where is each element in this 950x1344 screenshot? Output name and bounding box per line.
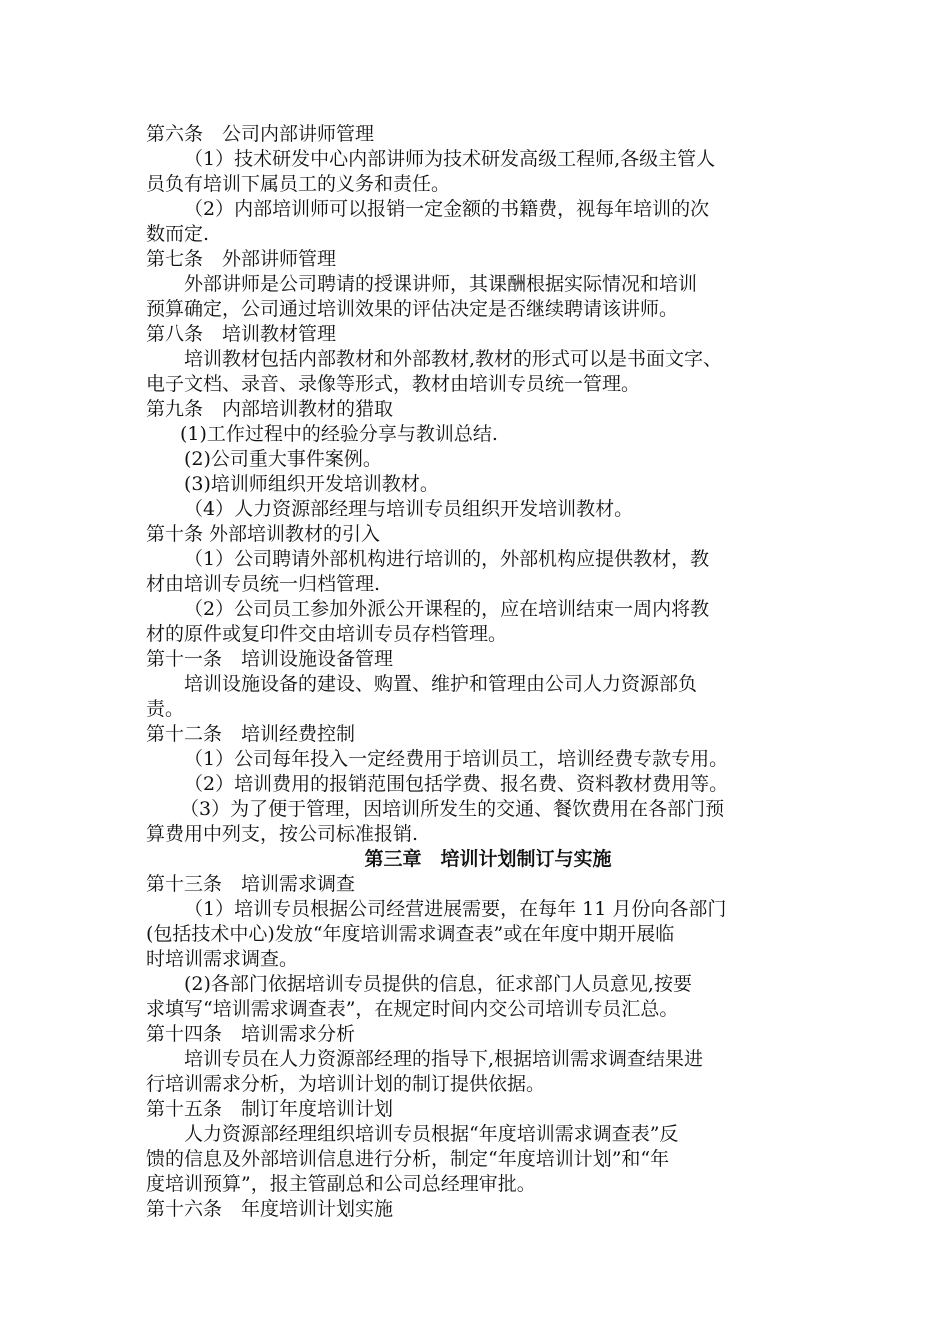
text-line: （1）培训专员根据公司经营进展需要，在每年 11 月份向各部门 <box>184 898 727 920</box>
text-line: （1）公司聘请外部机构进行培训的，外部机构应提供教材，教 <box>184 548 710 570</box>
text-line: 电子文档、录音、录像等形式，教材由培训专员统一管理。 <box>146 373 641 395</box>
text-line: 培训设施设备的建设、购置、维护和管理由公司人力资源部负 <box>184 673 698 695</box>
text-line: 培训专员在人力资源部经理的指导下,根据培训需求调查结果进 <box>184 1048 704 1070</box>
text-line: (3)培训师组织开发培训教材。 <box>184 473 439 495</box>
text-line: （2）培训费用的报销范围包括学费、报名费、资料教材费用等。 <box>184 773 729 795</box>
text-line: 材的原件或复印件交由培训专员存档管理。 <box>146 623 508 645</box>
text-line: 求填写“培训需求调查表”，在规定时间内交公司培训专员汇总。 <box>146 998 679 1020</box>
text-line: 馈的信息及外部培训信息进行分析，制定“年度培训计划”和“年 <box>146 1148 670 1170</box>
article-heading: 第十二条 培训经费控制 <box>146 723 356 745</box>
article-heading: 第十三条 培训需求调查 <box>146 873 356 895</box>
text-line: （2）公司员工参加外派公开课程的，应在培训结束一周内将教 <box>184 598 710 620</box>
article-heading: 第七条 外部讲师管理 <box>146 248 337 270</box>
article-heading: 第十一条 培训设施设备管理 <box>146 648 394 670</box>
text-line: 外部讲师是公司聘请的授课讲师，其课酬根据实际情况和培训 <box>184 273 698 295</box>
text-line: 预算确定，公司通过培训效果的评估决定是否继续聘请该讲师。 <box>146 298 679 320</box>
article-heading: 第十五条 制订年度培训计划 <box>146 1098 394 1120</box>
article-heading: 第十条 外部培训教材的引入 <box>146 523 381 545</box>
article-heading: 第十四条 培训需求分析 <box>146 1023 356 1045</box>
text-line: 时培训需求调查。 <box>146 948 299 970</box>
article-heading: 第九条 内部培训教材的猎取 <box>146 398 394 420</box>
text-line: （4）人力资源部经理与培训专员组织开发培训教材。 <box>184 498 634 520</box>
text-line: 培训教材包括内部教材和外部教材,教材的形式可以是书面文字、 <box>184 348 723 370</box>
article-heading: 第八条 培训教材管理 <box>146 323 337 345</box>
text-line: （1）技术研发中心内部讲师为技术研发高级工程师,各级主管人 <box>184 148 716 170</box>
document-body <box>146 122 810 1222</box>
text-line: 数而定. <box>146 223 210 245</box>
text-line: 行培训需求分析，为培训计划的制订提供依据。 <box>146 1073 546 1095</box>
text-line: (2)公司重大事件案例。 <box>184 448 382 470</box>
text-line: 算费用中列支，按公司标准报销. <box>146 823 419 845</box>
article-heading: 第十六条 年度培训计划实施 <box>146 1198 394 1220</box>
text-line: 度培训预算”，报主管副总和公司总经理审批。 <box>146 1173 536 1195</box>
chapter-heading: 第三章 培训计划制订与实施 <box>364 848 612 870</box>
text-line: （3）为了便于管理，因培训所发生的交通、餐饮费用在各部门预 <box>180 798 725 820</box>
text-line: 人力资源部经理组织培训专员根据“年度培训需求调查表”反 <box>184 1123 679 1145</box>
text-line: (2)各部门依据培训专员提供的信息，征求部门人员意见,按要 <box>184 973 692 995</box>
text-line: 材由培训专员统一归档管理. <box>146 573 381 595</box>
text-line: (1)工作过程中的经验分享与教训总结. <box>180 423 498 445</box>
article-heading: 第六条 公司内部讲师管理 <box>146 123 375 145</box>
text-line: 员负有培训下属员工的义务和责任。 <box>146 173 451 195</box>
text-line: (包括技术中心)发放“年度培训需求调查表”或在年度中期开展临 <box>146 923 675 945</box>
text-line: （2）内部培训师可以报销一定金额的书籍费，视每年培训的次 <box>184 198 710 220</box>
text-line: 责。 <box>146 698 185 720</box>
text-line: （1）公司每年投入一定经费用于培训员工，培训经费专款专用。 <box>184 748 729 770</box>
